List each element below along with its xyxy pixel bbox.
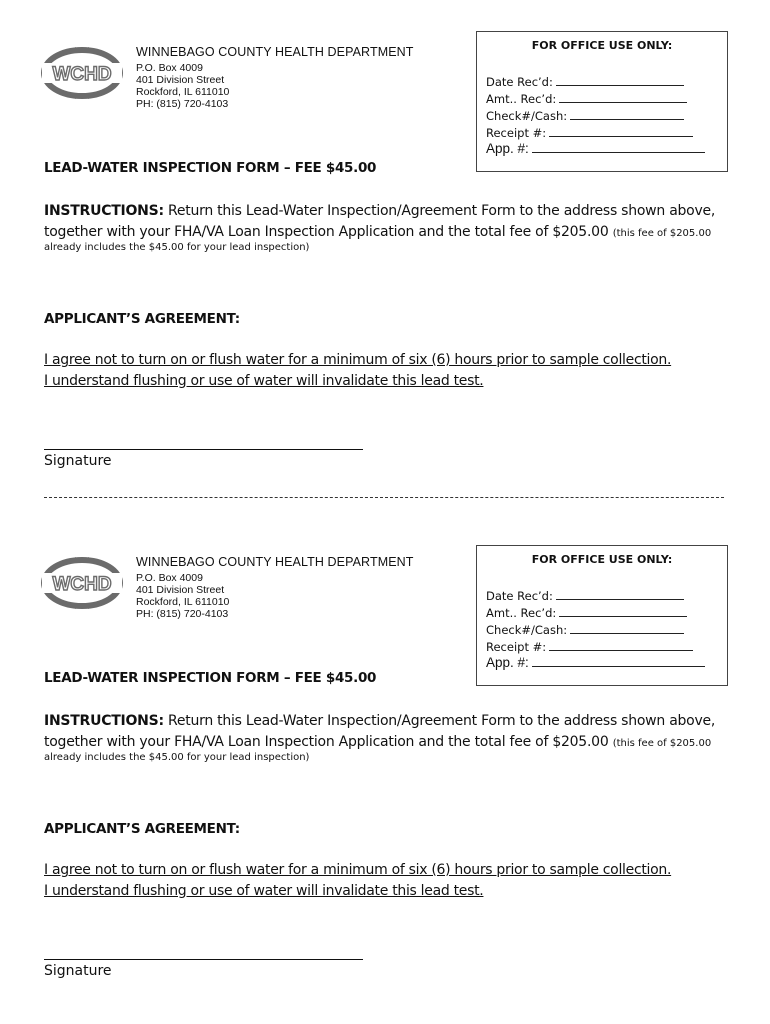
app-number-label: App. #: [486,655,529,670]
city: Rockford, IL 611010 [136,596,230,608]
office-use-box [476,31,728,172]
city: Rockford, IL 611010 [136,86,230,98]
lead-water-form-bottom [0,510,770,1010]
department-address [136,572,229,620]
office-use-title: FOR OFFICE USE ONLY: [531,553,673,566]
logo-text: WCHD [52,64,112,85]
wchd-logo-icon [40,556,124,610]
check-cash-field[interactable] [486,622,684,637]
agreement-text [44,860,671,902]
instructions-lead: INSTRUCTIONS: [44,713,164,729]
phone: PH: (815) 720-4103 [136,608,229,620]
logo-text: WCHD [52,574,112,595]
cut-line-divider [44,497,724,498]
form-title: LEAD-WATER INSPECTION FORM – FEE $45.00 [44,160,377,176]
wchd-logo-icon [40,46,124,100]
street: 401 Division Street [136,584,225,596]
lead-water-form-top [0,0,770,500]
check-cash-label: Check#/Cash: [486,623,568,637]
agreement-line-2: I understand flushing or use of water will invalidate this lead test. [44,373,484,389]
amount-received-field[interactable] [486,605,687,620]
date-received-field[interactable] [486,74,684,89]
instructions-lead: INSTRUCTIONS: [44,203,164,219]
amount-received-label: Amt.. Rec’d: [486,606,557,620]
street: 401 Division Street [136,74,225,86]
signature-label: Signature [44,453,112,469]
instructions-note: already includes the $45.00 for your lead inspection) [44,752,310,763]
instructions-note: already includes the $45.00 for your lead inspection) [44,242,310,253]
po-box: P.O. Box 4009 [136,572,203,584]
instructions-paren: (this fee of $205.00 [612,228,712,239]
date-received-field[interactable] [486,588,684,603]
receipt-label: Receipt #: [486,640,547,654]
app-number-label: App. #: [486,141,529,156]
instructions-paren: (this fee of $205.00 [612,738,712,749]
form-title: LEAD-WATER INSPECTION FORM – FEE $45.00 [44,670,377,686]
agreement-title: APPLICANT’S AGREEMENT: [44,821,240,837]
department-name: WINNEBAGO COUNTY HEALTH DEPARTMENT [136,45,414,59]
signature-line[interactable] [44,959,363,960]
agreement-line-2: I understand flushing or use of water will invalidate this lead test. [44,883,484,899]
agreement-line-1: I agree not to turn on or flush water for a minimum of six (6) hours prior to sample collection. [44,862,672,878]
agreement-line-1: I agree not to turn on or flush water for a minimum of six (6) hours prior to sample collection. [44,352,672,368]
signature-line[interactable] [44,449,363,450]
receipt-field[interactable] [486,125,693,140]
phone: PH: (815) 720-4103 [136,98,229,110]
instructions [44,711,724,754]
signature-label: Signature [44,963,112,979]
agreement-text [44,350,671,392]
check-cash-field[interactable] [486,108,684,123]
instructions-text: Return this Lead-Water Inspection/Agreement Form to the address shown above, together with your FHA/VA Loan Inspection Application and the total fee of $205.00 [44,203,716,240]
agreement-title: APPLICANT’S AGREEMENT: [44,311,240,327]
receipt-label: Receipt #: [486,126,547,140]
department-address [136,62,229,110]
instructions-text: Return this Lead-Water Inspection/Agreement Form to the address shown above, together with your FHA/VA Loan Inspection Application and the total fee of $205.00 [44,713,716,750]
date-received-label: Date Rec’d: [486,75,553,89]
po-box: P.O. Box 4009 [136,62,203,74]
amount-received-field[interactable] [486,91,687,106]
date-received-label: Date Rec’d: [486,589,553,603]
department-name: WINNEBAGO COUNTY HEALTH DEPARTMENT [136,555,414,569]
instructions [44,201,724,244]
app-number-field[interactable] [486,141,705,156]
receipt-field[interactable] [486,639,693,654]
office-use-box [476,545,728,686]
amount-received-label: Amt.. Rec’d: [486,92,557,106]
check-cash-label: Check#/Cash: [486,109,568,123]
office-use-title: FOR OFFICE USE ONLY: [531,39,673,52]
app-number-field[interactable] [486,655,705,670]
